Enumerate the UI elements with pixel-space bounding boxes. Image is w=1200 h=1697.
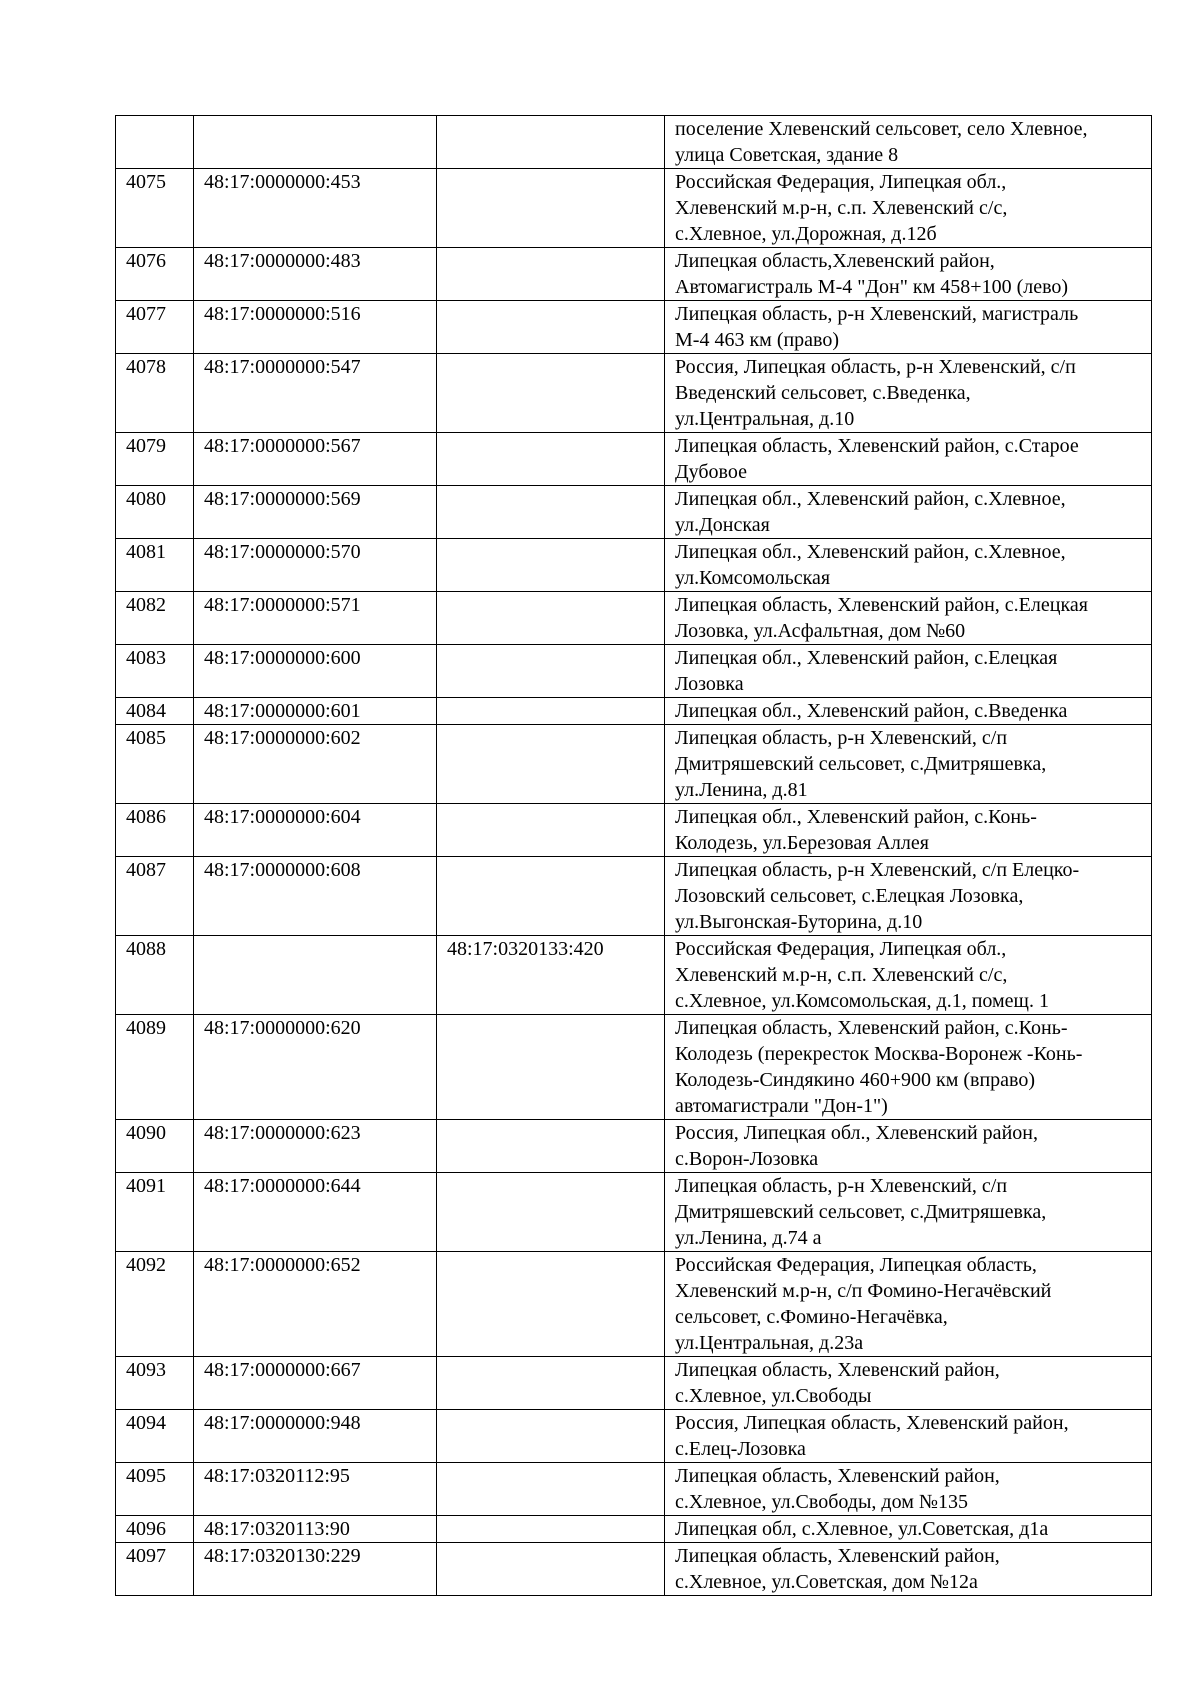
related-cadastral-number-cell	[437, 116, 665, 169]
cadastral-number-cell: 48:17:0320130:229	[194, 1543, 437, 1596]
address-cell: Липецкая обл, с.Хлевное, ул.Советская, д1а	[665, 1516, 1152, 1543]
row-number-cell: 4087	[116, 857, 194, 936]
related-cadastral-number-cell	[437, 433, 665, 486]
address-cell: Россия, Липецкая область, р-н Хлевенский, с/п Введенский сельсовет, с.Введенка, ул.Центральная, д.10	[665, 354, 1152, 433]
related-cadastral-number-cell	[437, 1173, 665, 1252]
row-number-cell: 4094	[116, 1410, 194, 1463]
table-row	[116, 725, 1152, 804]
row-number-cell: 4079	[116, 433, 194, 486]
row-number-cell: 4081	[116, 539, 194, 592]
row-number-cell: 4078	[116, 354, 194, 433]
table-row	[116, 1120, 1152, 1173]
address-cell: Липецкая обл., Хлевенский район, с.Хлевное, ул.Комсомольская	[665, 539, 1152, 592]
related-cadastral-number-cell	[437, 592, 665, 645]
row-number-cell: 4086	[116, 804, 194, 857]
related-cadastral-number-cell	[437, 354, 665, 433]
cadastral-number-cell: 48:17:0000000:601	[194, 698, 437, 725]
related-cadastral-number-cell	[437, 1463, 665, 1516]
row-number-cell: 4090	[116, 1120, 194, 1173]
table-row	[116, 1516, 1152, 1543]
row-number-cell: 4083	[116, 645, 194, 698]
cadastral-number-cell: 48:17:0000000:600	[194, 645, 437, 698]
address-cell: Липецкая область, р-н Хлевенский, магистраль М-4 463 км (право)	[665, 301, 1152, 354]
related-cadastral-number-cell	[437, 804, 665, 857]
table-row	[116, 1252, 1152, 1357]
row-number-cell: 4085	[116, 725, 194, 804]
table-row	[116, 1463, 1152, 1516]
cadastral-number-cell: 48:17:0000000:652	[194, 1252, 437, 1357]
row-number-cell: 4096	[116, 1516, 194, 1543]
related-cadastral-number-cell	[437, 169, 665, 248]
table-row	[116, 169, 1152, 248]
related-cadastral-number-cell	[437, 645, 665, 698]
table-row	[116, 486, 1152, 539]
address-cell: Липецкая область, р-н Хлевенский, с/п Дмитряшевский сельсовет, с.Дмитряшевка, ул.Ленина, д.74 а	[665, 1173, 1152, 1252]
related-cadastral-number-cell	[437, 486, 665, 539]
row-number-cell: 4080	[116, 486, 194, 539]
cadastral-number-cell: 48:17:0320112:95	[194, 1463, 437, 1516]
cadastral-number-cell: 48:17:0000000:571	[194, 592, 437, 645]
related-cadastral-number-cell	[437, 1015, 665, 1120]
row-number-cell: 4084	[116, 698, 194, 725]
row-number-cell: 4093	[116, 1357, 194, 1410]
row-number-cell: 4082	[116, 592, 194, 645]
related-cadastral-number-cell	[437, 1516, 665, 1543]
row-number-cell: 4075	[116, 169, 194, 248]
related-cadastral-number-cell	[437, 1120, 665, 1173]
table-row	[116, 301, 1152, 354]
table-row	[116, 936, 1152, 1015]
address-cell: Россия, Липецкая область, Хлевенский район, с.Елец-Лозовка	[665, 1410, 1152, 1463]
related-cadastral-number-cell: 48:17:0320133:420	[437, 936, 665, 1015]
related-cadastral-number-cell	[437, 301, 665, 354]
table-row	[116, 804, 1152, 857]
address-cell: Липецкая область, Хлевенский район, с.Хлевное, ул.Советская, дом №12а	[665, 1543, 1152, 1596]
row-number-cell: 4095	[116, 1463, 194, 1516]
row-number-cell: 4088	[116, 936, 194, 1015]
related-cadastral-number-cell	[437, 725, 665, 804]
cadastral-number-cell: 48:17:0000000:569	[194, 486, 437, 539]
address-cell: Липецкая область, р-н Хлевенский, с/п Елецко- Лозовский сельсовет, с.Елецкая Лозовка, ул.Выгонская-Буторина, д.10	[665, 857, 1152, 936]
address-cell: Российская Федерация, Липецкая обл., Хлевенский м.р-н, с.п. Хлевенский с/с, с.Хлевное, ул.Дорожная, д.12б	[665, 169, 1152, 248]
table-row	[116, 1543, 1152, 1596]
table-row	[116, 1410, 1152, 1463]
cadastral-number-cell: 48:17:0000000:604	[194, 804, 437, 857]
address-cell: Липецкая область, Хлевенский район, с.Старое Дубовое	[665, 433, 1152, 486]
cadastral-number-cell: 48:17:0000000:453	[194, 169, 437, 248]
cadastral-number-cell: 48:17:0000000:667	[194, 1357, 437, 1410]
cadastral-number-cell: 48:17:0000000:948	[194, 1410, 437, 1463]
cadastral-number-cell: 48:17:0000000:644	[194, 1173, 437, 1252]
registry-table-body	[116, 116, 1152, 1596]
related-cadastral-number-cell	[437, 539, 665, 592]
registry-table	[115, 115, 1152, 1596]
cadastral-number-cell: 48:17:0000000:608	[194, 857, 437, 936]
row-number-cell: 4097	[116, 1543, 194, 1596]
related-cadastral-number-cell	[437, 248, 665, 301]
table-row	[116, 1173, 1152, 1252]
address-cell: Российская Федерация, Липецкая обл., Хлевенский м.р-н, с.п. Хлевенский с/с, с.Хлевное, ул.Комсомольская, д.1, помещ. 1	[665, 936, 1152, 1015]
table-row	[116, 354, 1152, 433]
row-number-cell: 4089	[116, 1015, 194, 1120]
table-row	[116, 539, 1152, 592]
table-row	[116, 433, 1152, 486]
address-cell: Россия, Липецкая обл., Хлевенский район, с.Ворон-Лозовка	[665, 1120, 1152, 1173]
related-cadastral-number-cell	[437, 857, 665, 936]
table-row	[116, 116, 1152, 169]
table-row	[116, 1015, 1152, 1120]
related-cadastral-number-cell	[437, 1543, 665, 1596]
row-number-cell: 4092	[116, 1252, 194, 1357]
address-cell: Липецкая область,Хлевенский район, Автомагистраль М-4 "Дон" км 458+100 (лево)	[665, 248, 1152, 301]
cadastral-number-cell: 48:17:0000000:623	[194, 1120, 437, 1173]
address-cell: Российская Федерация, Липецкая область, Хлевенский м.р-н, с/п Фомино-Негачёвский сельсовет, с.Фомино-Негачёвка, ул.Центральная, д.23а	[665, 1252, 1152, 1357]
address-cell: Липецкая область, Хлевенский район, с.Елецкая Лозовка, ул.Асфальтная, дом №60	[665, 592, 1152, 645]
address-cell: Липецкая область, Хлевенский район, с.Конь- Колодезь (перекресток Москва-Воронеж -Конь- Колодезь-Синдякино 460+900 км (вправо) автомагистрали "Дон-1")	[665, 1015, 1152, 1120]
table-row	[116, 645, 1152, 698]
row-number-cell: 4076	[116, 248, 194, 301]
table-row	[116, 1357, 1152, 1410]
cadastral-number-cell: 48:17:0000000:570	[194, 539, 437, 592]
table-row	[116, 698, 1152, 725]
cadastral-number-cell	[194, 116, 437, 169]
cadastral-number-cell: 48:17:0320113:90	[194, 1516, 437, 1543]
row-number-cell: 4091	[116, 1173, 194, 1252]
table-row	[116, 857, 1152, 936]
address-cell: Липецкая обл., Хлевенский район, с.Введенка	[665, 698, 1152, 725]
cadastral-number-cell	[194, 936, 437, 1015]
address-cell: Липецкая обл., Хлевенский район, с.Хлевное, ул.Донская	[665, 486, 1152, 539]
row-number-cell	[116, 116, 194, 169]
related-cadastral-number-cell	[437, 1357, 665, 1410]
table-row	[116, 248, 1152, 301]
table-row	[116, 592, 1152, 645]
address-cell: поселение Хлевенский сельсовет, село Хлевное, улица Советская, здание 8	[665, 116, 1152, 169]
related-cadastral-number-cell	[437, 1410, 665, 1463]
related-cadastral-number-cell	[437, 698, 665, 725]
cadastral-number-cell: 48:17:0000000:516	[194, 301, 437, 354]
related-cadastral-number-cell	[437, 1252, 665, 1357]
address-cell: Липецкая область, Хлевенский район, с.Хлевное, ул.Свободы	[665, 1357, 1152, 1410]
address-cell: Липецкая область, Хлевенский район, с.Хлевное, ул.Свободы, дом №135	[665, 1463, 1152, 1516]
address-cell: Липецкая обл., Хлевенский район, с.Елецкая Лозовка	[665, 645, 1152, 698]
cadastral-number-cell: 48:17:0000000:602	[194, 725, 437, 804]
address-cell: Липецкая область, р-н Хлевенский, с/п Дмитряшевский сельсовет, с.Дмитряшевка, ул.Ленина, д.81	[665, 725, 1152, 804]
row-number-cell: 4077	[116, 301, 194, 354]
cadastral-number-cell: 48:17:0000000:567	[194, 433, 437, 486]
address-cell: Липецкая обл., Хлевенский район, с.Конь- Колодезь, ул.Березовая Аллея	[665, 804, 1152, 857]
cadastral-number-cell: 48:17:0000000:483	[194, 248, 437, 301]
cadastral-number-cell: 48:17:0000000:547	[194, 354, 437, 433]
cadastral-number-cell: 48:17:0000000:620	[194, 1015, 437, 1120]
